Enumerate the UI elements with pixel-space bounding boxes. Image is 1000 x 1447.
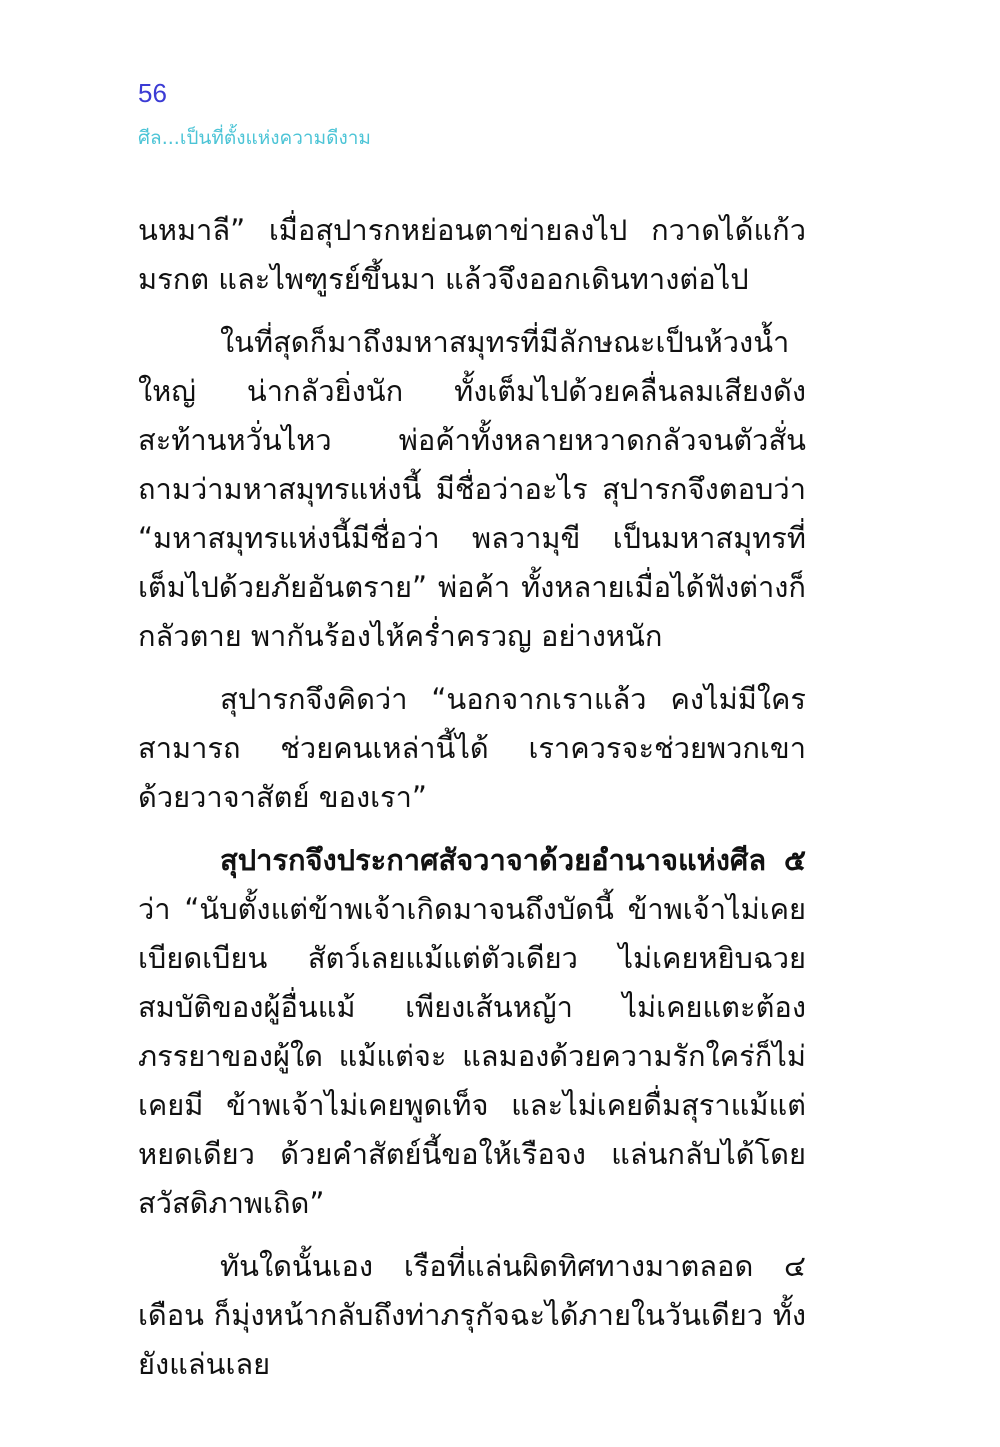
paragraph-4-text: ว่า “นับตั้งแต่ข้าพเจ้าเกิดมาจนถึงบัดนี้ ข้าพเจ้าไม่เคยเบียดเบียน สัตว์เลยแม้แต่ตัวเดียว ไม่เคยหยิบฉวยสมบัติของผู้อื่นแม้ เพียงเส้นหญ้า ไม่เคยแตะต้องภรรยาของผู้ใด แม้แต่จะ แลมองด้วยความรักใคร่ก็ไม่เคยมี ข้าพเจ้าไม่เคยพูดเท็จ และไม่เคยดื่มสุราแม้แต่หยดเดียว ด้วยคำสัตย์นี้ขอให้เรือจง แล่นกลับได้โดยสวัสดิภาพเถิด” [138, 892, 806, 1220]
running-title: ศีล...เป็นที่ตั้งแห่งความดีงาม [138, 127, 371, 149]
paragraph-4 [138, 836, 806, 1228]
paragraph-5: ทันใดนั้นเอง เรือที่แล่นผิดทิศทางมาตลอด ๔ เดือน ก็มุ่งหน้ากลับถึงท่าภรุกัจฉะได้ภายในวันเดียว ทั้งยังแล่นเลย [138, 1249, 806, 1381]
paragraph-2: ในที่สุดก็มาถึงมหาสมุทรที่มีลักษณะเป็นห้วงน้ำใหญ่ น่ากลัวยิ่งนัก ทั้งเต็มไปด้วยคลื่นลมเสียงดังสะท้านหวั่นไหว พ่อค้าทั้งหลายหวาดกลัวจนตัวสั่น ถามว่ามหาสมุทรแห่งนี้ มีชื่อว่าอะไร สุปารกจึงตอบว่า “มหาสมุทรแห่งนี้มีชื่อว่า พลวามุขี เป็นมหาสมุทรที่เต็มไปด้วยภัยอันตราย” พ่อค้า ทั้งหลายเมื่อได้ฟังต่างก็กลัวตาย พากันร้องไห้คร่ำครวญ อย่างหนัก [138, 325, 806, 653]
paragraph-3: สุปารกจึงคิดว่า “นอกจากเราแล้ว คงไม่มีใครสามารถ ช่วยคนเหล่านี้ได้ เราควรจะช่วยพวกเขา ด้วยวาจาสัตย์ ของเรา” [138, 682, 806, 814]
paragraph-1: นหมาลี” เมื่อสุปารกหย่อนตาข่ายลงไป กวาดได้แก้วมรกต และไพฑูรย์ขึ้นมา แล้วจึงออกเดินทางต่อไป [138, 213, 806, 296]
body-text [138, 206, 806, 1403]
emphasis-text: สุปารกจึงประกาศสัจวาจาด้วยอำนาจแห่งศีล ๕ [220, 843, 806, 877]
page-number: 56 [138, 78, 167, 108]
